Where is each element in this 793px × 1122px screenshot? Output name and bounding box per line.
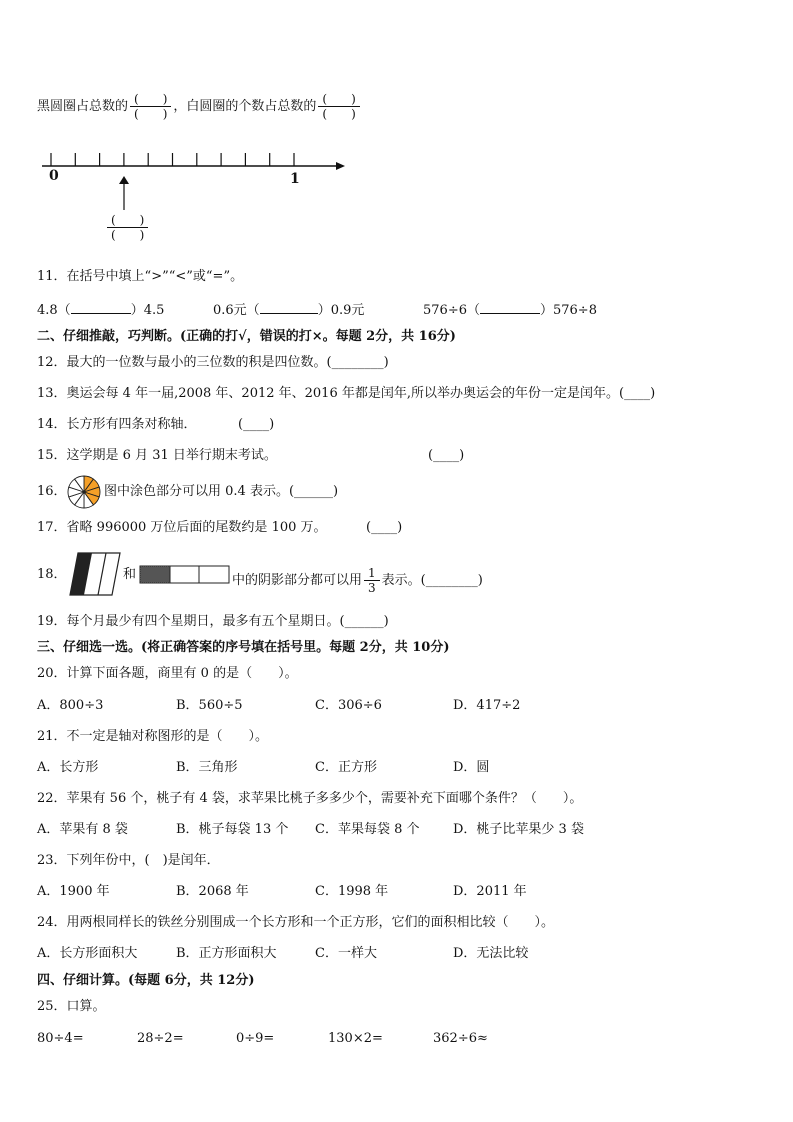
q19: 19．每个月最少有四个星期日，最多有五个星期日。(______): [37, 614, 389, 629]
q21-stem: 21．不一定是轴对称图形的是（ ）。: [37, 729, 269, 744]
q18-and: 和: [123, 567, 137, 582]
q20-option-c[interactable]: C．306÷6: [315, 698, 382, 713]
q24-option-a[interactable]: A．长方形面积大: [37, 946, 138, 961]
q13: 13．奥运会每 4 年一届,2008 年、2012 年、2016 年都是闰年,所以举办奥运会的年份一定是闰年。(____): [37, 386, 656, 401]
numberline-fraction: $\frac{( )}{( )}$: [105, 213, 150, 242]
q14-answer: (____): [238, 417, 275, 432]
q11-item-3: 576÷6（ ）576÷8: [423, 303, 597, 318]
q23-stem: 23．下列年份中，( )是闰年．: [37, 853, 220, 868]
q23-option-b[interactable]: B．2068 年: [176, 884, 249, 899]
q25-stem: 25．口算。: [37, 999, 106, 1014]
numberline-one: 1: [290, 171, 300, 187]
q16-text: 图中涂色部分可以用 0.4 表示。(______): [104, 484, 339, 499]
parallelogram-diagram: [66, 551, 122, 597]
fraction-blank-2: $\frac{( )}{( )}$: [318, 92, 359, 121]
q15: 15．这学期是 6 月 31 日举行期末考试。: [37, 448, 277, 463]
q20-option-b[interactable]: B．560÷5: [176, 698, 243, 713]
q22-option-d[interactable]: D．桃子比苹果少 3 袋: [453, 822, 584, 837]
pie-diagram: [66, 474, 102, 510]
q21-option-a[interactable]: A．长方形: [37, 760, 99, 775]
answer-blank[interactable]: [260, 301, 318, 314]
q15-answer: (____): [428, 448, 465, 463]
q22-stem: 22．苹果有 56 个，桃子有 4 袋，求苹果比桃子多多少个，需要补充下面哪个条件？（ ）。: [37, 791, 583, 806]
q24-stem: 24．用两根同样长的铁丝分别围成一个长方形和一个正方形，它们的面积相比较（ ）。: [37, 915, 555, 930]
q18-text: 中的阴影部分都可以用 $\frac{1}{3}$ 表示。(________): [232, 566, 483, 595]
q20-stem: 20．计算下面各题，商里有 0 的是（ ）。: [37, 666, 298, 681]
q20-option-d[interactable]: D．417÷2: [453, 698, 521, 713]
q18-number: 18．: [37, 567, 67, 582]
fraction-blank-1: $\frac{( )}{( )}$: [130, 92, 171, 121]
numberline-zero: 0: [49, 168, 59, 184]
q11-item-2: 0.6元（ ）0.9元: [213, 303, 365, 318]
q23-option-d[interactable]: D．2011 年: [453, 884, 527, 899]
fraction-one-third: $\frac{1}{3}$: [364, 566, 380, 595]
answer-blank[interactable]: [480, 301, 540, 314]
q11-stem: 11．在括号中填上“>”“<”或“=”。: [37, 269, 244, 284]
white-circle-label: ，白圆圈的个数占总数的: [173, 99, 317, 114]
q24-option-b[interactable]: B．正方形面积大: [176, 946, 277, 961]
q22-option-a[interactable]: A．苹果有 8 袋: [37, 822, 128, 837]
q17-answer: (____): [366, 520, 403, 535]
q25-item-3: 0÷9=: [236, 1031, 275, 1046]
black-circle-label: 黑圆圈占总数的: [37, 99, 129, 114]
q25-item-1: 80÷4=: [37, 1031, 84, 1046]
q21-option-b[interactable]: B．三角形: [176, 760, 238, 775]
q17: 17．省略 996000 万位后面的尾数约是 100 万。: [37, 520, 327, 535]
q14: 14．长方形有四条对称轴．: [37, 417, 197, 432]
section-4-heading: 四、仔细计算。(每题 6分，共 12分): [37, 973, 255, 988]
section-2-heading: 二、仔细推敲，巧判断。(正确的打√，错误的打×。每题 2分，共 16分): [37, 329, 456, 344]
q24-option-d[interactable]: D．无法比较: [453, 946, 529, 961]
strip-diagram: [139, 565, 231, 585]
q23-option-c[interactable]: C．1998 年: [315, 884, 389, 899]
q20-option-a[interactable]: A．800÷3: [37, 698, 104, 713]
q25-item-2: 28÷2=: [137, 1031, 184, 1046]
q22-option-c[interactable]: C．苹果每袋 8 个: [315, 822, 420, 837]
q25-item-5: 362÷6≈: [433, 1031, 488, 1046]
q25-item-4: 130×2=: [328, 1031, 383, 1046]
q16-number: 16．: [37, 484, 67, 499]
q21-option-c[interactable]: C．正方形: [315, 760, 377, 775]
q21-option-d[interactable]: D．圆: [453, 760, 490, 775]
q23-option-a[interactable]: A．1900 年: [37, 884, 110, 899]
q12: 12．最大的一位数与最小的三位数的积是四位数。(________): [37, 355, 389, 370]
q22-option-b[interactable]: B．桃子每袋 13 个: [176, 822, 289, 837]
answer-blank[interactable]: [71, 301, 131, 314]
q24-option-c[interactable]: C．一样大: [315, 946, 377, 961]
section-3-heading: 三、仔细选一选。(将正确答案的序号填在括号里。每题 2分，共 10分): [37, 640, 450, 655]
q11-item-1: 4.8（ ）4.5: [37, 303, 165, 318]
